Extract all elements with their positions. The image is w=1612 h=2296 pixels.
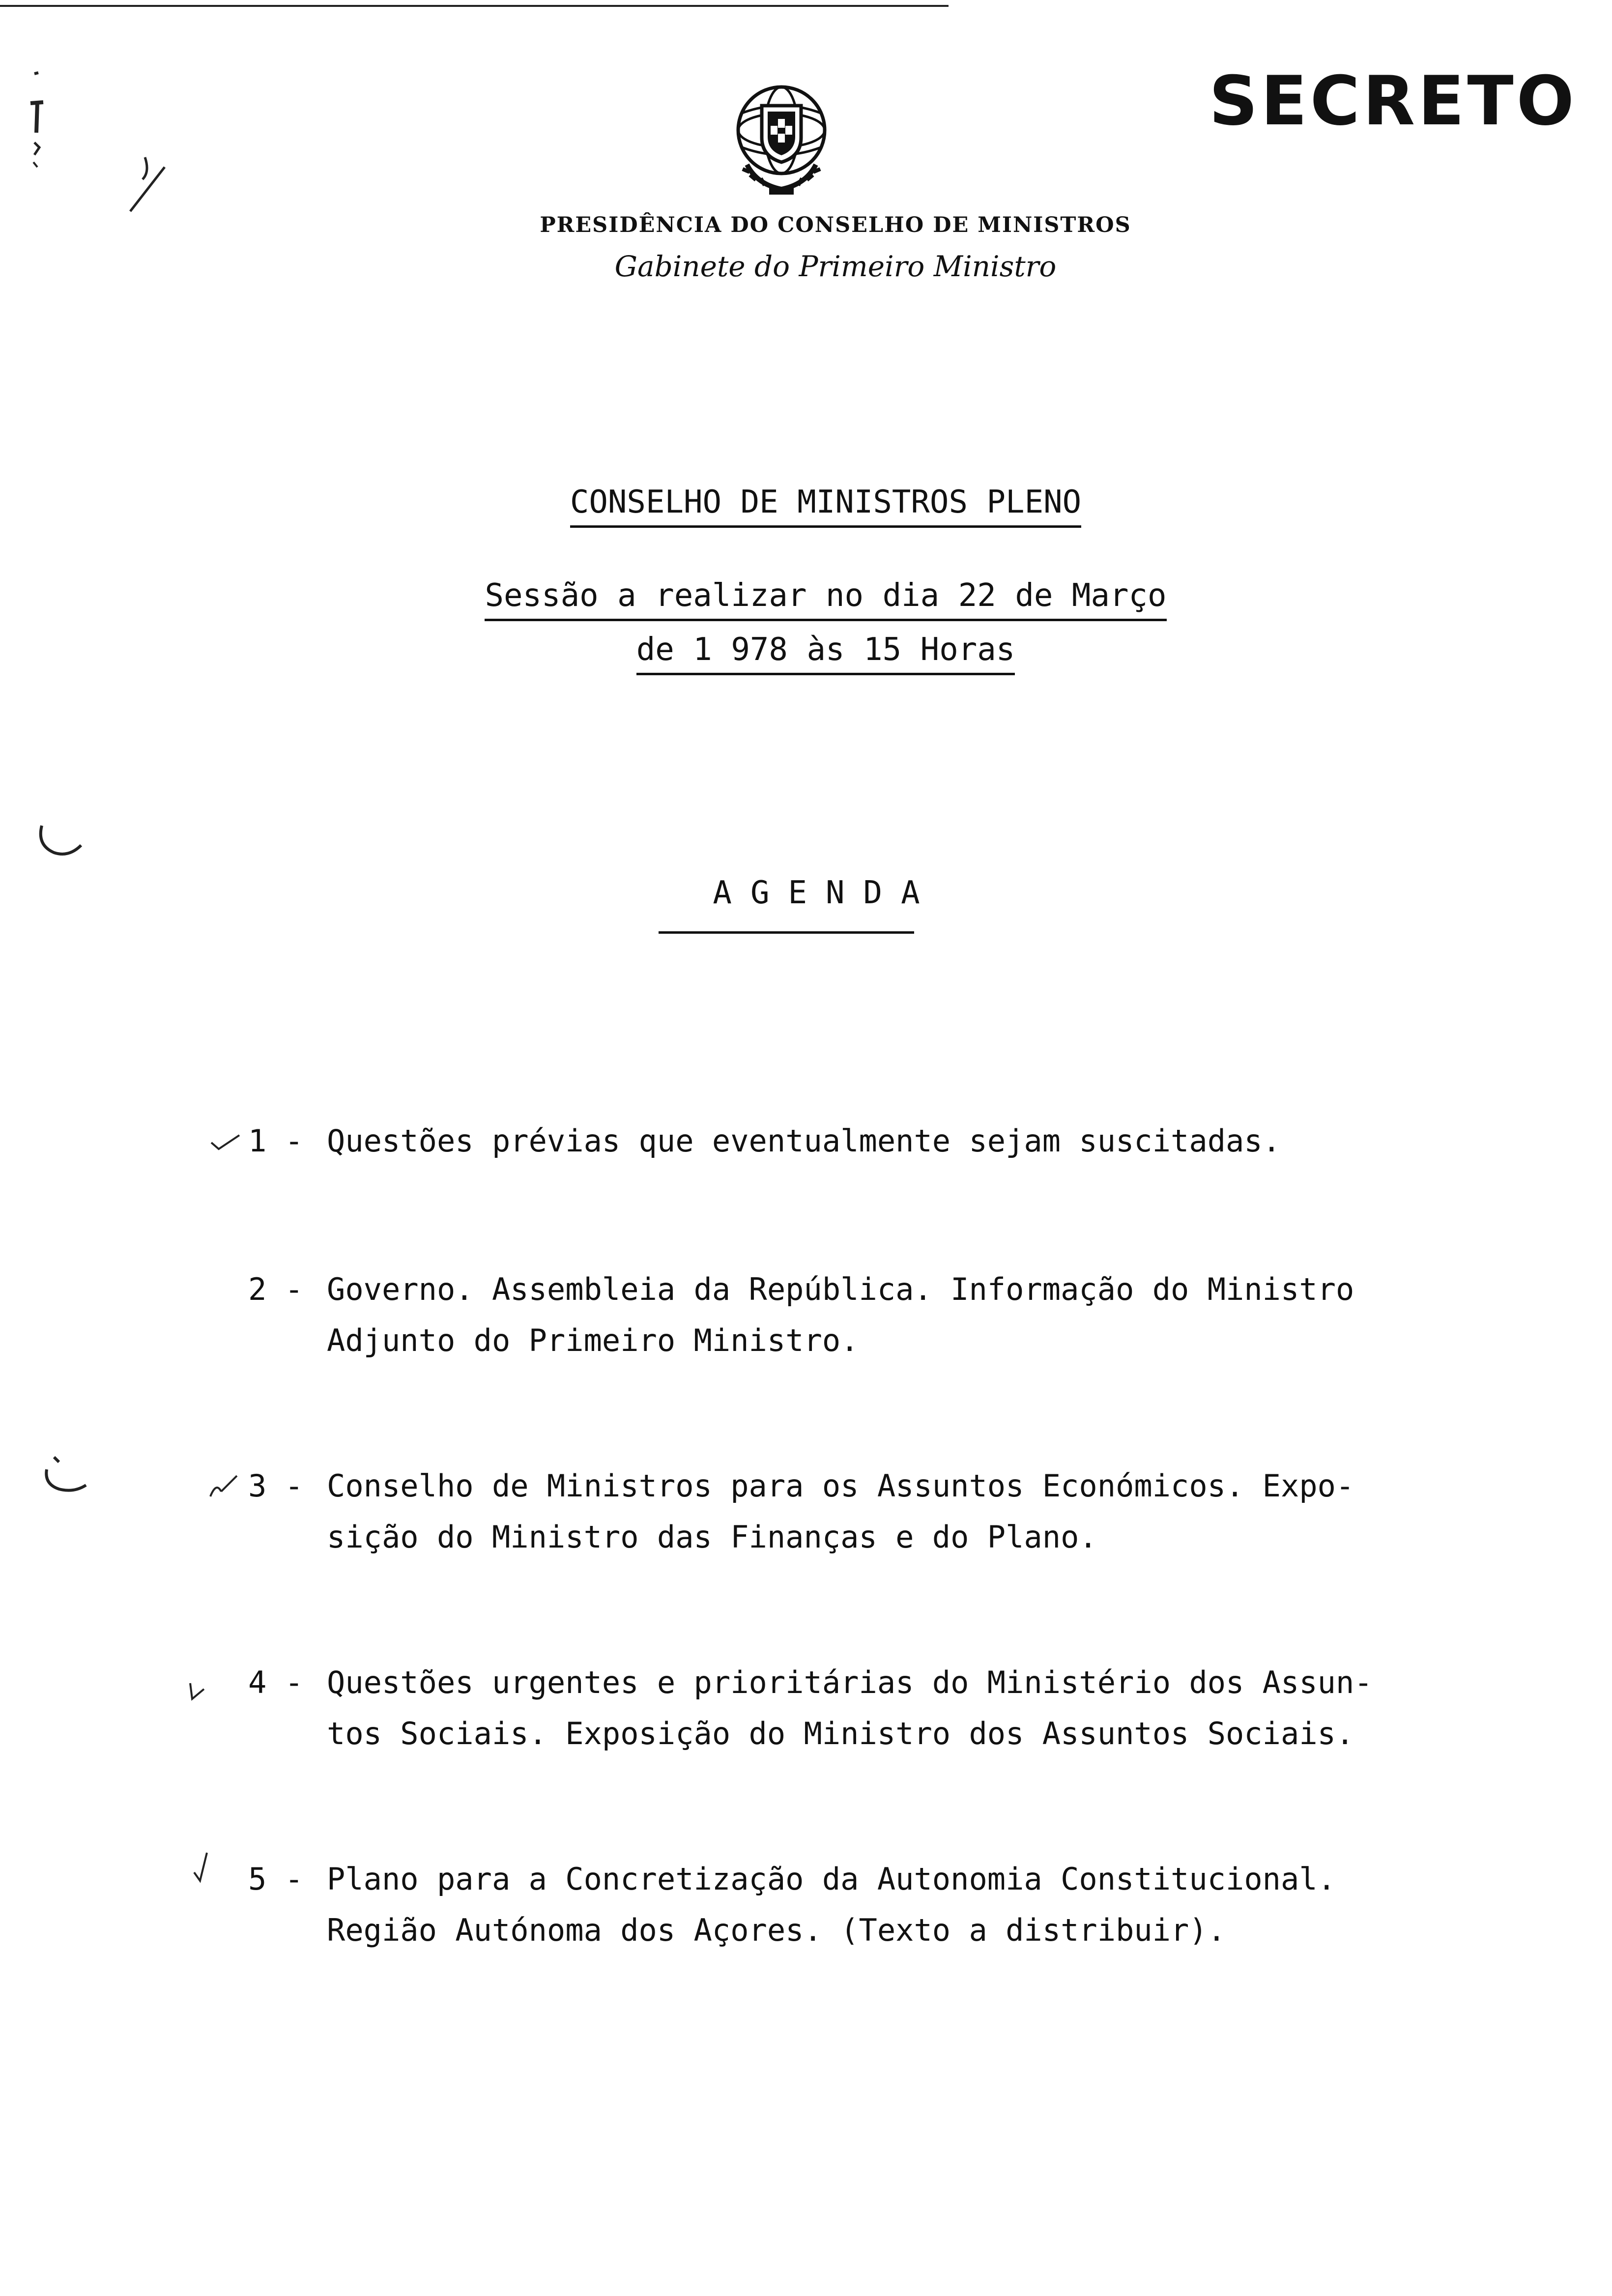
margin-bracket-mark-2 [39, 1450, 93, 1504]
check-mark-icon [189, 1850, 219, 1885]
agenda-heading-text: AGENDA [713, 875, 939, 911]
margin-slash-mark [125, 152, 170, 216]
session-line-1-text: Sessão a realizar no dia 22 de Março [485, 577, 1166, 621]
meeting-title-text: CONSELHO DE MINISTROS PLENO [570, 484, 1081, 528]
check-mark-icon [209, 1130, 243, 1155]
session-line-2-text: de 1 978 às 15 Horas [636, 631, 1015, 675]
agenda-item-text: Plano para a Concretização da Autonomia Constitucional. Região Autónoma dos Açores. (Texto a distribuir). [327, 1861, 1336, 1948]
meeting-title [0, 484, 1612, 528]
agenda-item-text: Governo. Assembleia da República. Informação do Ministro Adjunto do Primeiro Ministro. [327, 1271, 1354, 1358]
check-mark-icon [206, 1472, 241, 1501]
portuguese-coat-of-arms-icon [727, 79, 835, 197]
institution-name: PRESIDÊNCIA DO CONSELHO DE MINISTROS [540, 213, 1131, 237]
agenda-item-text: Conselho de Ministros para os Assuntos Económicos. Expo- sição do Ministro das Finanças e do Plano. [327, 1468, 1354, 1555]
classification-stamp: SECRETO [1209, 61, 1577, 141]
check-mark-icon [184, 1673, 219, 1703]
agenda-item-text: Questões urgentes e prioritárias do Ministério dos Assun- tos Sociais. Exposição do Ministro dos Assuntos Sociais. [327, 1665, 1373, 1751]
agenda-item-number: 5 - [248, 1861, 303, 1897]
agenda-item-number: 4 - [248, 1665, 303, 1700]
agenda-item-number: 2 - [248, 1271, 303, 1307]
agenda-item-text: Questões prévias que eventualmente sejam suscitadas. [327, 1123, 1281, 1159]
margin-handwriting-mark [20, 64, 54, 177]
session-line-1 [0, 577, 1612, 621]
office-signature: Gabinete do Primeiro Ministro [614, 250, 1057, 283]
margin-bracket-mark [34, 816, 88, 870]
session-line-2 [0, 631, 1612, 675]
agenda-heading [0, 875, 1612, 911]
agenda-item-number: 1 - [248, 1123, 303, 1159]
top-border-line [0, 5, 949, 7]
agenda-item-number: 3 - [248, 1468, 303, 1504]
agenda-underline [659, 931, 914, 934]
